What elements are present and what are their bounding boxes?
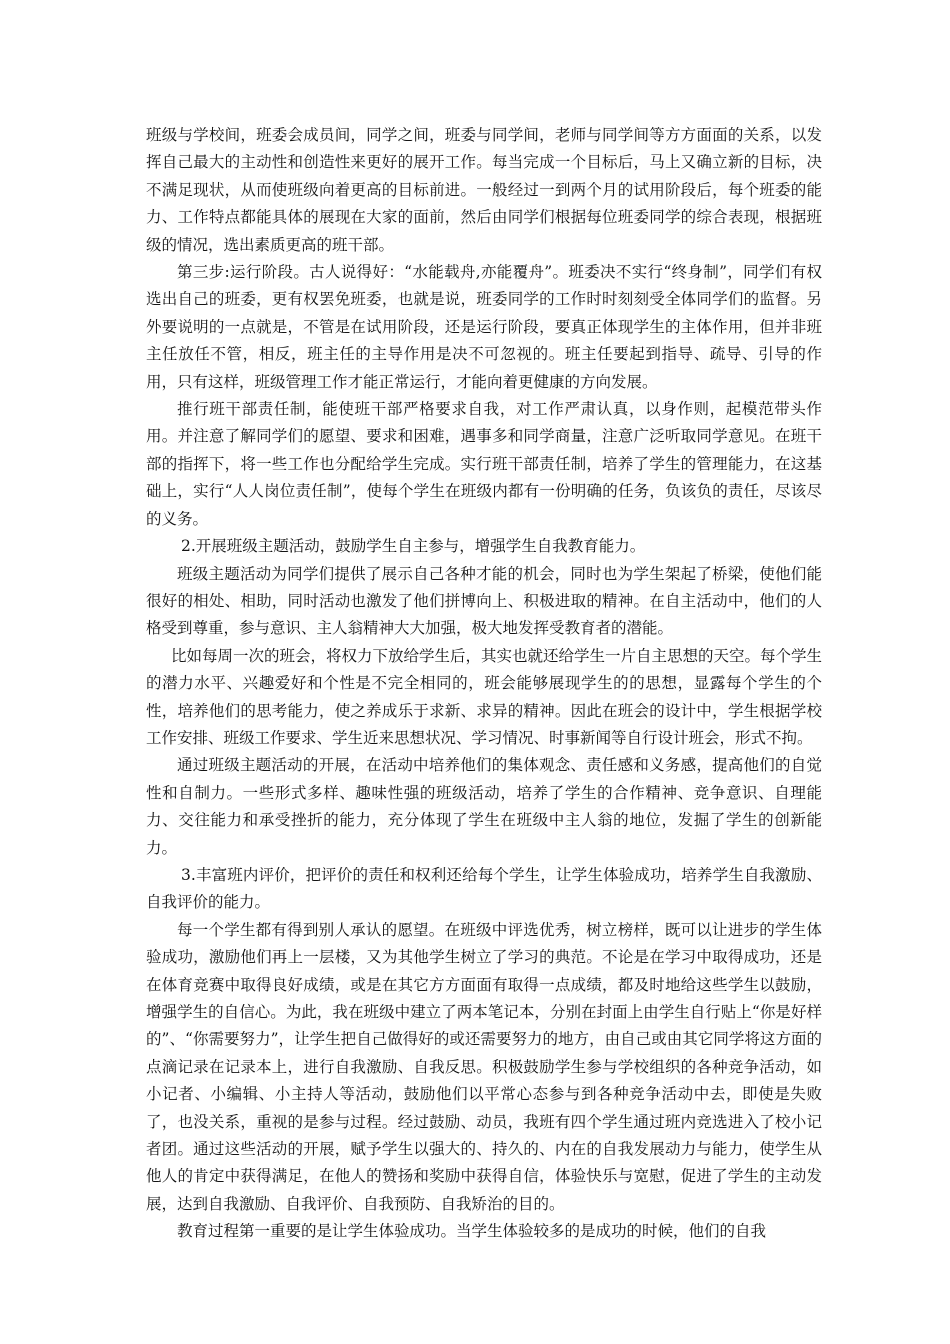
section-heading-2: 2.开展班级主题活动，鼓励学生自主参与，增强学生自我教育能力。 xyxy=(181,537,646,556)
paragraph-step-three: 第三步:运行阶段。古人说得好：“水能载舟,亦能覆舟”。班委决不实行“终身制”，同学们有权选出自己的班委，更有权罢免班委，也就是说，班委同学的工作时时刻刻受全体同学们的监督。另外要说明的一点就是，不管是在试用阶段，还是运行阶段，要真正体现学生的主体作用，但并非班主任放任不管，相反，班主任的主导作用是决不可忽视的。班主任要起到指导、疏导、引导的作用，只有这样，班级管理工作才能正常运行，才能向着更健康的方向发展。 xyxy=(146,263,822,391)
paragraph-class-relations: 班级与学校间，班委会成员间，同学之间，班委与同学间，老师与同学间等方方面面的关系，以发挥自己最大的主动性和创造性来更好的展开工作。每当完成一个目标后，马上又确立新的目标，决不满足现状，从而使班级向着更高的目标前进。一般经过一到两个月的试用阶段后，每个班委的能力、工作特点都能具体的展现在大家的面前，然后由同学们根据每位班委同学的综合表现，根据班级的情况，选出素质更高的班干部。 xyxy=(146,126,822,254)
document-body xyxy=(146,122,822,1246)
paragraph-class-meeting: 比如每周一次的班会，将权力下放给学生后，其实也就还给学生一片自主思想的天空。每个学生的潜力水平、兴趣爱好和个性是不完全相同的，班会能够展现学生的的思想，显露每个学生的个性，培养他们的思考能力，使之养成乐于求新、求异的精神。因此在班会的设计中，学生根据学校工作安排、班级工作要求、学生近来思想状况、学习情况、时事新闻等自行设计班会，形式不拘。 xyxy=(146,646,823,747)
paragraph-theme-activities: 班级主题活动为同学们提供了展示自己各种才能的机会，同时也为学生架起了桥梁，使他们能很好的相处、相助，同时活动也激发了他们拼博向上、积极进取的精神。在自主活动中，他们的人格受到尊重，参与意识、主人翁精神大大加强，极大地发挥受教育者的潜能。 xyxy=(146,564,822,638)
section-heading-3: 3.丰富班内评价，把评价的责任和权利还给每个学生，让学生体验成功，培养学生自我激励、自我评价的能力。 xyxy=(146,865,822,912)
paragraph-activity-outcomes: 通过班级主题活动的开展，在活动中培养他们的集体观念、责任感和义务感，提高他们的自觉性和自制力。一些形式多样、趣味性强的班级活动，培养了学生的合作精神、竞争意识、自理能力、交往能力和承受挫折的能力，充分体现了学生在班级中主人翁的地位，发掘了学生的创新能力。 xyxy=(146,756,822,857)
paragraph-experience-success: 教育过程第一重要的是让学生体验成功。当学生体验较多的是成功的时候，他们的自我 xyxy=(177,1222,767,1241)
paragraph-recognition: 每一个学生都有得到别人承认的愿望。在班级中评选优秀，树立榜样，既可以让进步的学生体验成功，激励他们再上一层楼，又为其他学生树立了学习的典范。不论是在学习中取得成功，还是在体育竞赛中取得良好成绩，或是在其它方方面面有取得一点成绩，都及时地给这些学生以鼓励，增强学生的自信心。为此，我在班级中建立了两本笔记本，分别在封面上由学生自行贴上“你是好样的”、“你需要努力”，让学生把自己做得好的或还需要努力的地方，由自己或由其它同学将这方面的点滴记录在记录本上，进行自我激励、自我反思。积极鼓励学生参与学校组织的各种竞争活动，如小记者、小编辑、小主持人等活动，鼓励他们以平常心态参与到各种竞争活动中去，即使是失败了，也没关系，重视的是参与过程。经过鼓励、动员，我班有四个学生通过班内竞选进入了校小记者团。通过这些活动的开展，赋予学生以强大的、持久的、内在的自我发展动力与能力，使学生从他人的肯定中获得满足，在他人的赞扬和奖励中获得自信，体验快乐与宽慰，促进了学生的主动发展，达到自我激励、自我评价、自我预防、自我矫治的目的。 xyxy=(146,920,822,1213)
paragraph-cadre-responsibility: 推行班干部责任制，能使班干部严格要求自我，对工作严肃认真，以身作则，起模范带头作用。并注意了解同学们的愿望、要求和困难，遇事多和同学商量，注意广泛听取同学意见。在班干部的指挥下，将一些工作也分配给学生完成。实行班干部责任制，培养了学生的管理能力，在这基础上，实行“人人岗位责任制”，使每个学生在班级内都有一份明确的任务，负该负的责任，尽该尽的义务。 xyxy=(146,400,822,528)
